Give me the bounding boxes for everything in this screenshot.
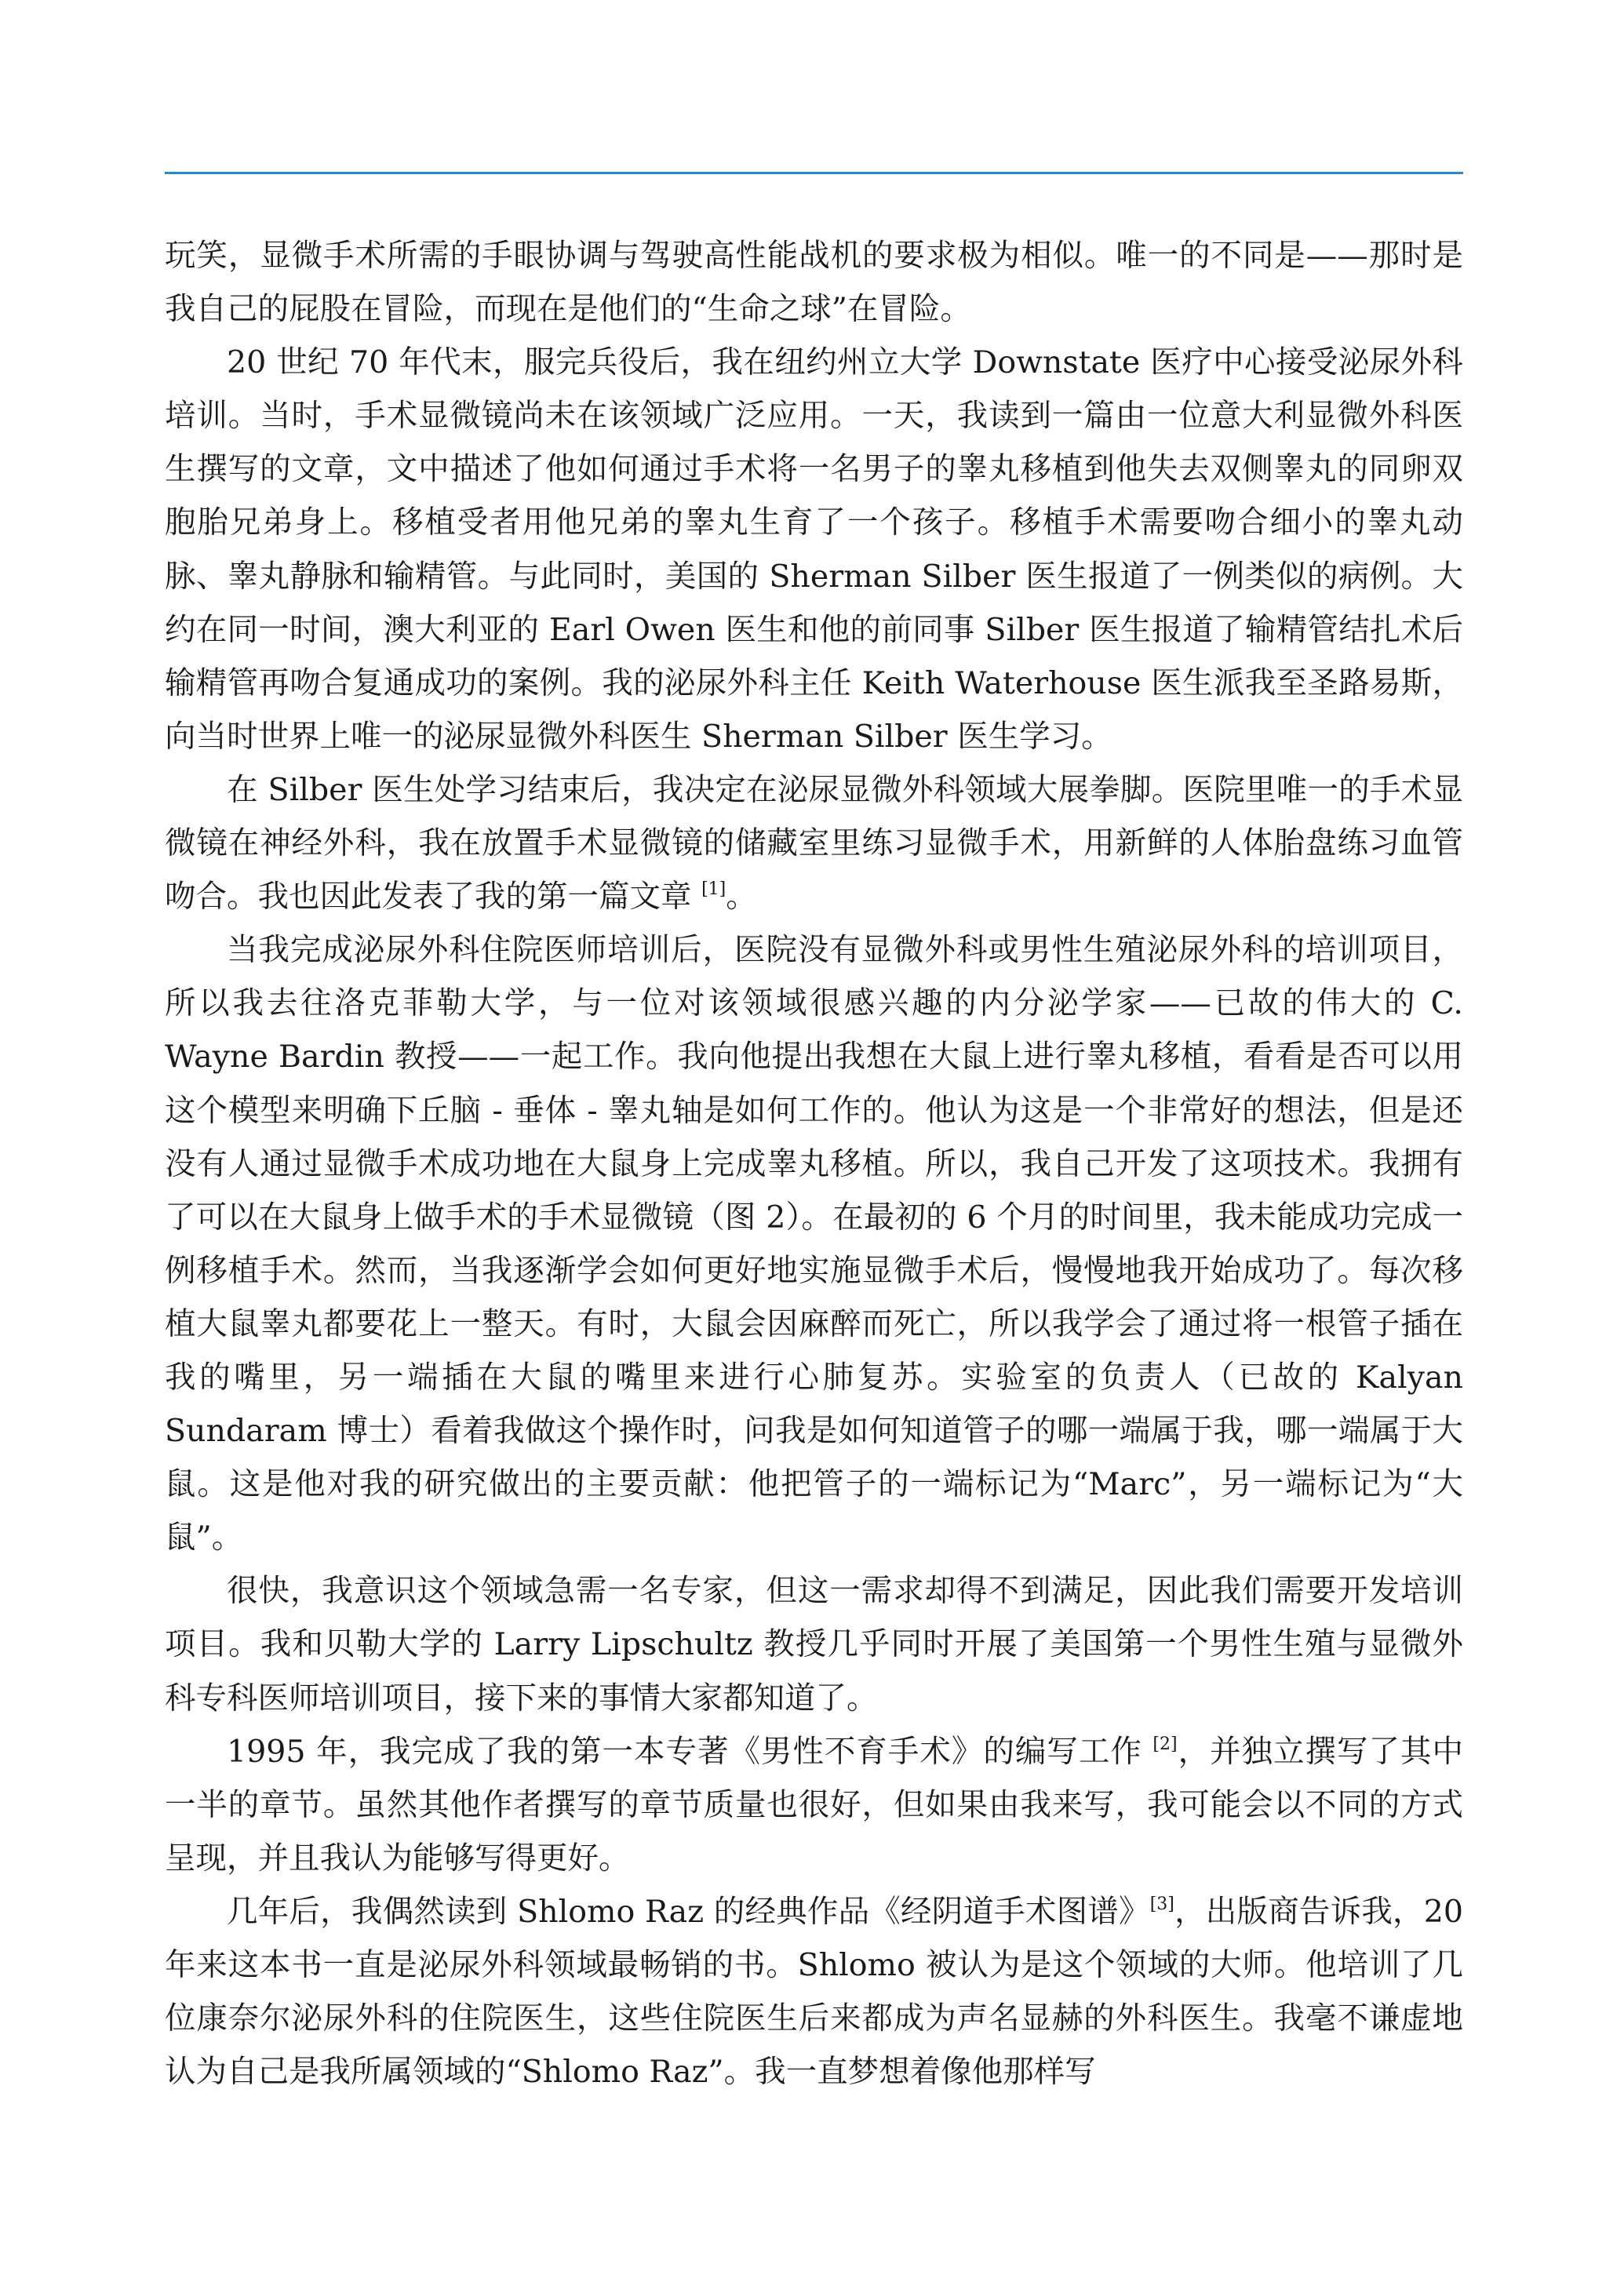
paragraph-text: 几年后，我偶然读到 Shlomo Raz 的经典作品《经阴道手术图谱》	[227, 1893, 1150, 1930]
paragraph-6	[165, 1725, 1463, 1885]
paragraph-2	[165, 336, 1463, 763]
paragraph-text: ，并独立撰写了其中一半的章节。虽然其他作者撰写的章节质量也很好，但如果由我来写，我可能会以不同的方式呈现，并且我认为能够写得更好。	[165, 1733, 1464, 1876]
paragraph-text: ，出版商告诉我，20 年来这本书一直是泌尿外科领域最畅销的书。Shlomo 被认为是这个领域的大师。他培训了几位康奈尔泌尿外科的住院医生，这些住院医生后来都成为声名显赫的外科医生。我毫不谦虚地认为自己是我所属领域的“Shlomo Raz”。我一直梦想着像他那样写	[165, 1893, 1463, 2091]
header-rule	[165, 172, 1463, 174]
paragraph-text: 20 世纪 70 年代末，服完兵役后，我在纽约州立大学 Downstate 医疗中心接受泌尿外科培训。当时，手术显微镜尚未在该领域广泛应用。一天，我读到一篇由一位意大利显微外科医生撰写的文章，文中描述了他如何通过手术将一名男子的睾丸移植到他失去双侧睾丸的同卵双胞胎兄弟身上。移植受者用他兄弟的睾丸生育了一个孩子。移植手术需要吻合细小的睾丸动脉、睾丸静脉和输精管。与此同时，美国的 Sherman Silber 医生报道了一例类似的病例。大约在同一时间，澳大利亚的 Earl Owen 医生和他的前同事 Silber 医生报道了输精管结扎术后输精管再吻合复通成功的案例。我的泌尿外科主任 Keith Waterhouse 医生派我至圣路易斯，向当时世界上唯一的泌尿显微外科医生 Sherman Silber 医生学习。	[165, 344, 1463, 755]
paragraph-7	[165, 1885, 1463, 2098]
paragraph-text: 很快，我意识这个领域急需一名专家，但这一需求却得不到满足，因此我们需要开发培训项目。我和贝勒大学的 Larry Lipschultz 教授几乎同时开展了美国第一个男性生殖与显微外科专科医师培训项目，接下来的事情大家都知道了。	[165, 1573, 1463, 1716]
citation-ref-2[interactable]: [2]	[1152, 1734, 1178, 1754]
paragraph-5	[165, 1564, 1463, 1724]
paragraph-3	[165, 763, 1463, 923]
paragraph-4	[165, 923, 1463, 1564]
paragraph-text: 当我完成泌尿外科住院医师培训后，医院没有显微外科或男性生殖泌尿外科的培训项目，所以我去往洛克菲勒大学，与一位对该领域很感兴趣的内分泌学家——已故的伟大的 C. Wayne Bardin 教授——一起工作。我向他提出我想在大鼠上进行睾丸移植，看看是否可以用这个模型来明确下丘脑 - 垂体 - 睾丸轴是如何工作的。他认为这是一个非常好的想法，但是还没有人通过显微手术成功地在大鼠身上完成睾丸移植。所以，我自己开发了这项技术。我拥有了可以在大鼠身上做手术的手术显微镜（图 2）。在最初的 6 个月的时间里，我未能成功完成一例移植手术。然而，当我逐渐学会如何更好地实施显微手术后，慢慢地我开始成功了。每次移植大鼠睾丸都要花上一整天。有时，大鼠会因麻醉而死亡，所以我学会了通过将一根管子插在我的嘴里，另一端插在大鼠的嘴里来进行心肺复苏。实验室的负责人（已故的 Kalyan Sundaram 博士）看着我做这个操作时，问我是如何知道管子的哪一端属于我，哪一端属于大鼠。这是他对我的研究做出的主要贡献：他把管子的一端标记为“Marc”，另一端标记为“大鼠”。	[165, 932, 1463, 1556]
paragraph-text: 。	[726, 879, 757, 915]
paragraph-text: 在 Silber 医生处学习结束后，我决定在泌尿显微外科领域大展拳脚。医院里唯一的手术显微镜在神经外科，我在放置手术显微镜的储藏室里练习显微手术，用新鲜的人体胎盘练习血管吻合。我也因此发表了我的第一篇文章	[165, 771, 1463, 915]
citation-ref-3[interactable]: [3]	[1149, 1894, 1174, 1914]
body-text	[165, 229, 1463, 2098]
paragraph-text: 1995 年，我完成了我的第一本专著《男性不育手术》的编写工作	[227, 1733, 1153, 1770]
paragraph-text: 玩笑，显微手术所需的手眼协调与驾驶高性能战机的要求极为相似。唯一的不同是——那时是我自己的屁股在冒险，而现在是他们的“生命之球”在冒险。	[165, 238, 1463, 328]
paragraph-1	[165, 229, 1463, 336]
citation-ref-1[interactable]: [1]	[701, 879, 726, 900]
